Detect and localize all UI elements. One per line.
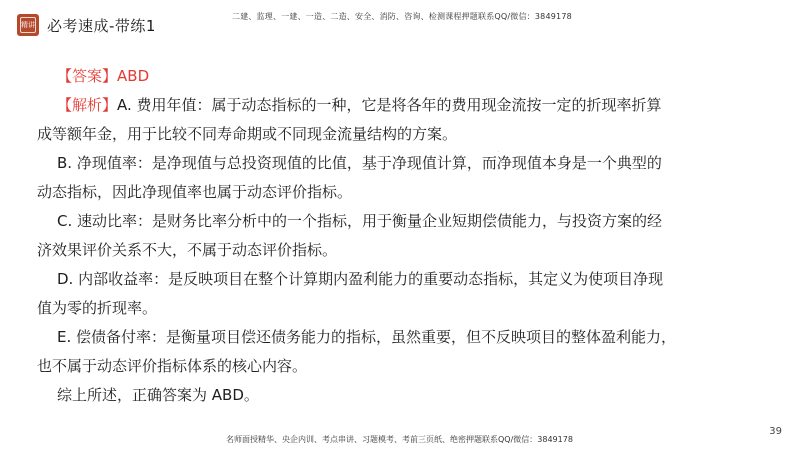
option-c-text-2: 济效果评价关系不大，不属于动态评价指标。: [37, 241, 338, 259]
option-d-text-2: 值为零的折现率。: [37, 299, 158, 317]
top-contact-note: 二建、监理、一建、一造、二造、安全、消防、咨询、检测课程押题联系QQ/微信：3849178: [232, 12, 572, 21]
page-number: 39: [769, 426, 782, 437]
option-e-text-1: E. 偿债备付率：是衡量项目偿还债务能力的指标，虽然重要，但不反映项目的整体盈利能力，: [57, 328, 677, 346]
answer-value: ABD: [117, 67, 150, 85]
option-d-text-1: D. 内部收益率：是反映项目在整个计算期内盈利能力的重要动态指标，其定义为使项目净现: [57, 270, 664, 288]
option-c-text-1: C. 速动比率：是财务比率分析中的一个指标，用于衡量企业短期偿债能力，与投资方案的经: [57, 212, 663, 230]
course-title: 必考速成-带练1: [47, 17, 156, 35]
summary-line: 综上所述，正确答案为 ABD。: [57, 386, 259, 404]
answer-explanation: [37, 62, 737, 410]
option-a-text-1: A. 费用年值：属于动态指标的一种，它是将各年的费用现金流按一定的折现率折算: [117, 96, 662, 114]
analysis-a-line-1: [37, 91, 737, 120]
bottom-contact-note: 名师面授精华、央企内训、考点串讲、习题模考、考前三页纸、绝密押题联系QQ/微信：3849178: [226, 435, 573, 444]
header: [0, 0, 800, 44]
option-b-text-2: 动态指标，因此净现值率也属于动态评价指标。: [37, 183, 353, 201]
logo-text: 精讲: [20, 17, 36, 33]
logo: [17, 14, 39, 36]
answer-label: 【答案】: [57, 67, 118, 85]
option-e-text-2: 也不属于动态评价指标体系的核心内容。: [37, 357, 308, 375]
watermark-mark: ·: [495, 148, 503, 155]
analysis-label: 【解析】: [57, 96, 118, 114]
answer-line: [37, 62, 737, 91]
option-a-text-2: 成等额年金，用于比较不同寿命期或不同现金流量结构的方案。: [37, 125, 458, 143]
option-b-text-1: B. 净现值率：是净现值与总投资现值的比值，基于净现值计算，而净现值本身是一个典型的: [57, 154, 662, 172]
